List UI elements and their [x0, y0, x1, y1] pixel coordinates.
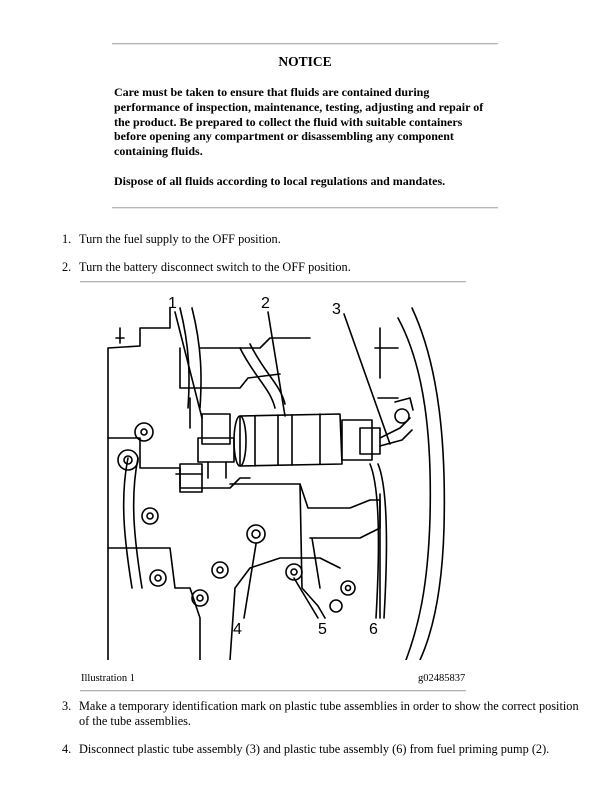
notice-paragraph-2: Dispose of all fluids according to local regulations and mandates.	[114, 174, 446, 188]
step-4-text: Disconnect plastic tube assembly (3) and plastic tube assembly (6) from fuel priming pump (2).	[79, 742, 550, 756]
notice-paragraph-1: Care must be taken to ensure that fluids are contained during performance of inspection, maintenance, testing, adjusting and repair of the product. Be prepared to collect the fluid with suitable containers before opening any compartment or disassembling any component containing fluids.	[114, 85, 484, 159]
notice-top-rule	[112, 43, 498, 45]
step-2-number: 2.	[62, 260, 72, 274]
callout-1: 1	[168, 295, 177, 312]
callout-4: 4	[233, 621, 242, 638]
illustration-bottom-rule	[80, 690, 466, 692]
notice-bottom-rule	[112, 207, 498, 209]
illustration-caption: Illustration 1	[81, 673, 135, 684]
illustration-top-rule	[80, 281, 466, 283]
fuel-priming-pump-illustration	[80, 288, 466, 660]
callout-2: 2	[261, 295, 270, 312]
step-2	[62, 260, 582, 275]
callout-5: 5	[318, 621, 327, 638]
step-4-number: 4.	[62, 742, 72, 756]
step-3	[62, 699, 582, 729]
step-1-text: Turn the fuel supply to the OFF position.	[79, 232, 281, 246]
illustration-graphic-id: g02485837	[418, 673, 466, 684]
step-3-text: Make a temporary identification mark on plastic tube assemblies in order to show the correct position of the tube assemblies.	[79, 699, 579, 728]
callout-3: 3	[332, 301, 341, 318]
step-1-number: 1.	[62, 232, 72, 246]
step-1	[62, 232, 582, 247]
callout-6: 6	[369, 621, 378, 638]
step-2-text: Turn the battery disconnect switch to the OFF position.	[79, 260, 351, 274]
step-3-number: 3.	[62, 699, 72, 713]
notice-title: NOTICE	[278, 54, 332, 69]
step-4	[62, 742, 582, 757]
